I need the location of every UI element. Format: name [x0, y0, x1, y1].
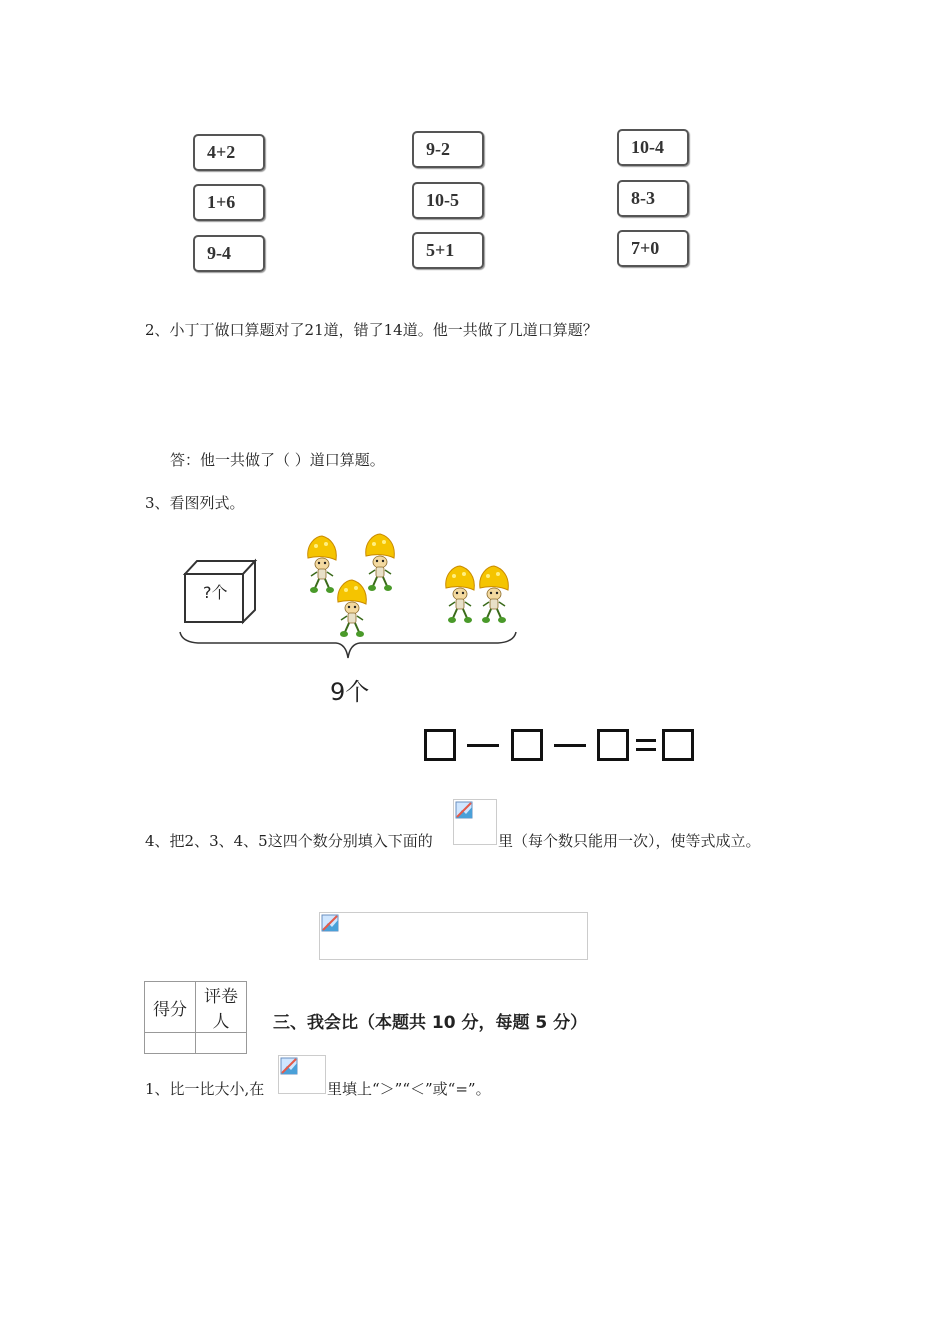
- score-table: [144, 981, 247, 1054]
- card-col2-row2: 10-5: [412, 182, 484, 219]
- equation-box-4[interactable]: [662, 729, 694, 761]
- mystery-box-label: ?个: [203, 583, 228, 602]
- question-4-suffix: 里（每个数只能用一次），使等式成立。: [498, 832, 761, 850]
- broken-image-icon: [321, 914, 339, 932]
- section-3-heading: 三、我会比（本题共 10 分，每题 5 分）: [273, 1013, 588, 1033]
- equation-box-3[interactable]: [597, 729, 629, 761]
- card-col1-row1: 4+2: [193, 134, 265, 171]
- score-header: 得分: [145, 982, 196, 1033]
- s3-question-1-suffix: 里填上“＞”“＜”或“=”。: [327, 1080, 491, 1098]
- question-3: 3、看图列式。: [145, 494, 245, 512]
- equation-box-1[interactable]: [424, 729, 456, 761]
- card-col3-row3: 7+0: [617, 230, 689, 267]
- card-col3-row1: 10-4: [617, 129, 689, 166]
- s3q1-inline-image: [278, 1055, 326, 1094]
- card-col2-row3: 5+1: [412, 232, 484, 269]
- score-cell[interactable]: [145, 1033, 196, 1054]
- card-col1-row2: 1+6: [193, 184, 265, 221]
- question-4-prefix: 4、把2、3、4、5这四个数分别填入下面的: [145, 832, 433, 850]
- equation-box-2[interactable]: [511, 729, 543, 761]
- s3-question-1-prefix: 1、比一比大小,在: [145, 1080, 265, 1098]
- total-label: 9个: [330, 678, 370, 706]
- equation-equals-top: [636, 739, 656, 742]
- card-col1-row3: 9-4: [193, 235, 265, 272]
- answer-2: 答：他一共做了（ ）道口算题。: [170, 451, 385, 469]
- equation-equals-bottom: [636, 748, 656, 751]
- total-brace: [176, 628, 521, 662]
- card-col2-row1: 9-2: [412, 131, 484, 168]
- equation-minus-2: [554, 744, 586, 747]
- mushroom-figures: [300, 530, 530, 642]
- q4-inline-image: [453, 799, 497, 845]
- broken-image-icon: [455, 801, 473, 819]
- card-col3-row2: 8-3: [617, 180, 689, 217]
- question-2: 2、小丁丁做口算题对了21道，错了14道。他一共做了几道口算题？: [145, 321, 598, 339]
- equation-minus-1: [467, 744, 499, 747]
- grader-cell[interactable]: [196, 1033, 247, 1054]
- grader-header: 评卷人: [196, 982, 247, 1033]
- broken-image-icon: [280, 1057, 298, 1075]
- q4-equation-image: [319, 912, 588, 960]
